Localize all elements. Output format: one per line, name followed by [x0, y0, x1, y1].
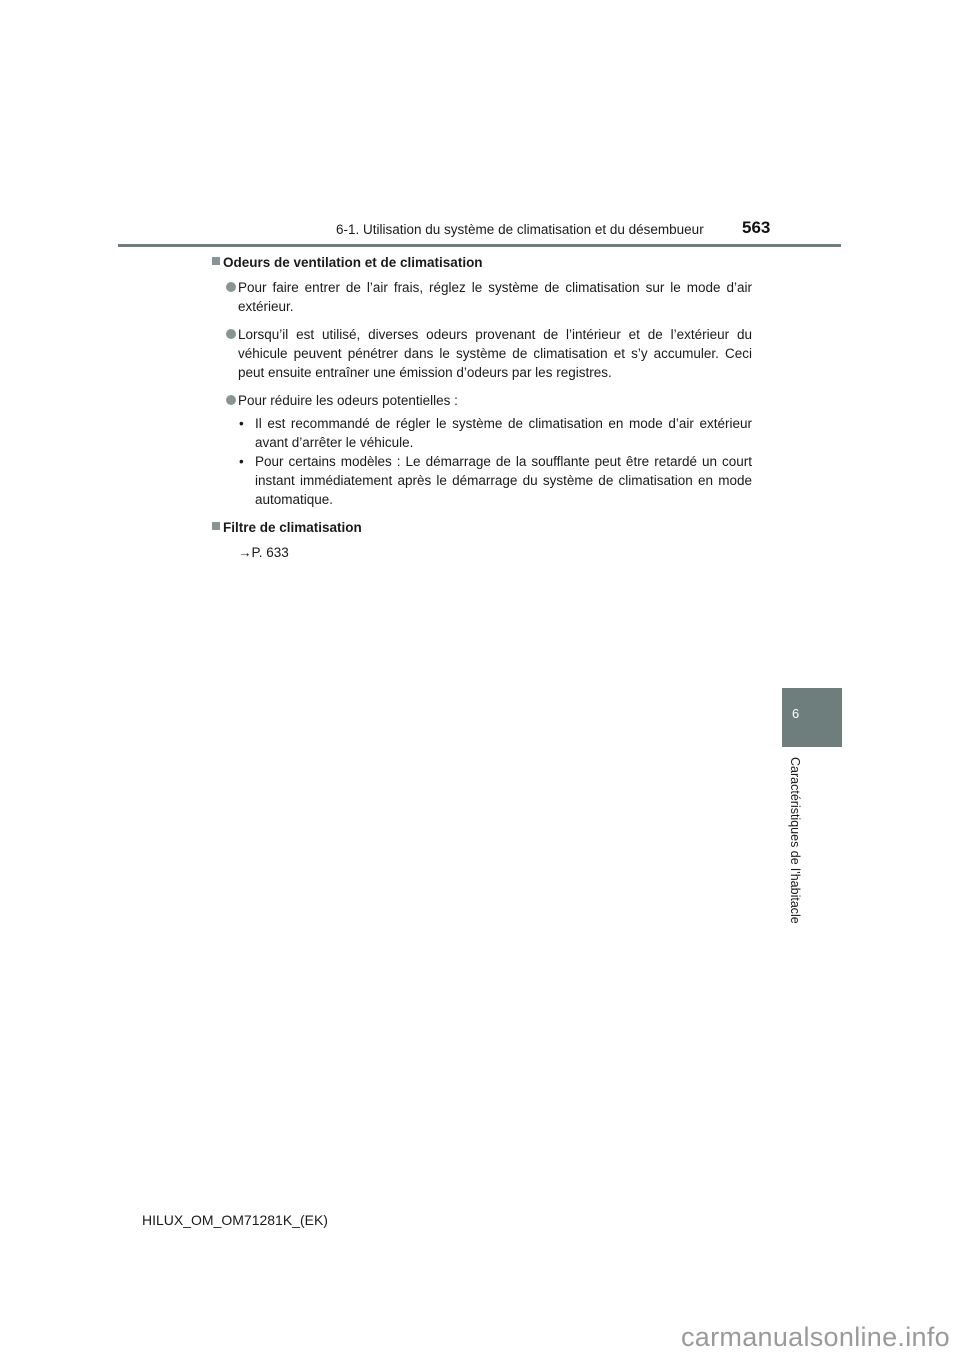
- section-heading-odeurs: [212, 253, 752, 272]
- list-item-text: Pour faire entrer de l’air frais, réglez le système de climatisation sur le mode d’air extérieur.: [238, 280, 752, 314]
- sub-list-item: [238, 452, 752, 509]
- sub-list-item: [238, 414, 752, 452]
- page-content: [212, 253, 752, 568]
- dot-bullet-icon: •: [239, 416, 244, 431]
- sub-list-item-text: Il est recommandé de régler le système de climatisation en mode d’air extérieur avant d’arrêter le véhicule.: [255, 416, 752, 450]
- document-code: HILUX_OM_OM71281K_(EK): [142, 1212, 328, 1228]
- list-item-text: Lorsqu’il est utilisé, diverses odeurs provenant de l’intérieur et de l’extérieur du véhicule peuvent pénétrer dans le système de climatisation et s’y accumuler. Ceci peut ensuite entraîner une émission d’odeurs par les registres.: [238, 327, 752, 380]
- chapter-number: 6: [792, 706, 800, 721]
- chapter-label: Caractéristiques de l’habitacle: [788, 757, 802, 924]
- section-heading-text: Filtre de climatisation: [223, 520, 362, 535]
- circle-bullet-icon: [226, 282, 236, 292]
- list-item: [212, 391, 752, 410]
- dot-bullet-icon: •: [239, 454, 244, 469]
- sub-list: [212, 414, 752, 509]
- list-item-text: Pour réduire les odeurs potentielles :: [238, 393, 458, 408]
- chapter-tab: [782, 688, 842, 747]
- square-bullet-icon: [212, 522, 220, 530]
- square-bullet-icon: [212, 257, 220, 265]
- list-item: [212, 325, 752, 382]
- circle-bullet-icon: [226, 395, 236, 405]
- circle-bullet-icon: [226, 329, 236, 339]
- section-heading-filtre: [212, 518, 752, 537]
- header-rule: [118, 244, 841, 247]
- watermark: carmanualsonline.info: [681, 1322, 950, 1352]
- header-section-title: 6-1. Utilisation du système de climatisation et du désembueur: [336, 222, 704, 237]
- section-heading-text: Odeurs de ventilation et de climatisation: [223, 255, 483, 270]
- page-number: 563: [742, 218, 771, 237]
- page-reference-link[interactable]: →P. 633: [238, 545, 289, 560]
- list-item: [212, 278, 752, 316]
- sub-list-item-text: Pour certains modèles : Le démarrage de la soufflante peut être retardé un court instant immédiatement après le démarrage du système de climatisation en mode automatique.: [255, 454, 752, 507]
